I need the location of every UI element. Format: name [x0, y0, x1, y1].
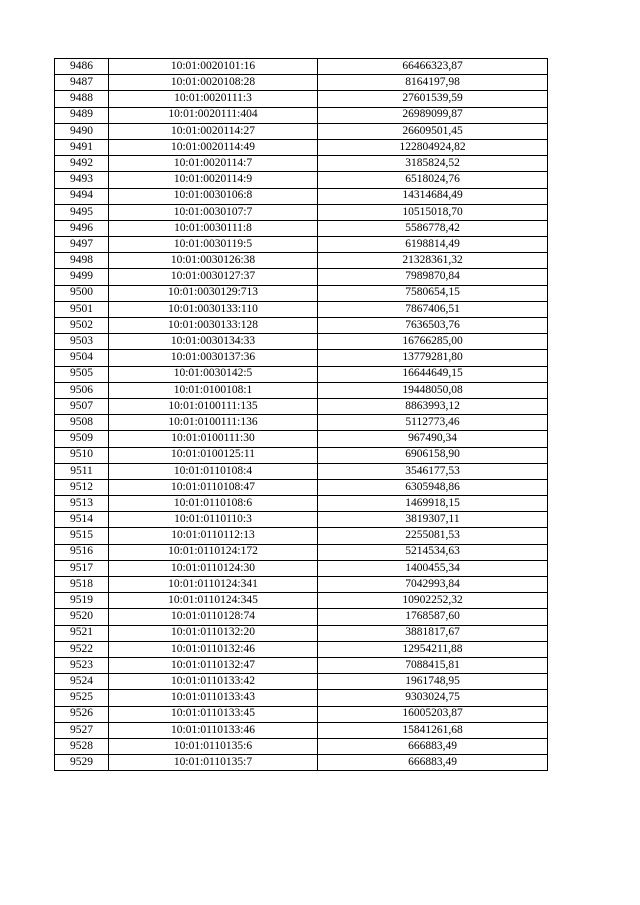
row-number-cell: 9486 — [55, 59, 109, 75]
cadastral-value-cell: 7867406,51 — [318, 301, 548, 317]
row-number-cell: 9503 — [55, 334, 109, 350]
cadastral-value-cell: 16644649,15 — [318, 366, 548, 382]
table-row — [55, 625, 548, 641]
cadastral-value-cell: 7989870,84 — [318, 269, 548, 285]
cadastral-value-cell: 7636503,76 — [318, 318, 548, 334]
row-number-cell: 9498 — [55, 253, 109, 269]
cadastral-number-cell: 10:01:0110108:6 — [109, 496, 318, 512]
table-row — [55, 107, 548, 123]
table-row — [55, 479, 548, 495]
row-number-cell: 9519 — [55, 593, 109, 609]
cadastral-value-cell: 12954211,88 — [318, 641, 548, 657]
cadastral-value-cell: 3881817,67 — [318, 625, 548, 641]
table-row — [55, 431, 548, 447]
cadastral-value-cell: 14314684,49 — [318, 188, 548, 204]
cadastral-number-cell: 10:01:0020111:3 — [109, 91, 318, 107]
cadastral-number-cell: 10:01:0110133:45 — [109, 706, 318, 722]
row-number-cell: 9497 — [55, 237, 109, 253]
table-row — [55, 593, 548, 609]
cadastral-value-cell: 10902252,32 — [318, 593, 548, 609]
table-row — [55, 738, 548, 754]
cadastral-number-cell: 10:01:0110124:341 — [109, 577, 318, 593]
table-row — [55, 674, 548, 690]
cadastral-value-cell: 2255081,53 — [318, 528, 548, 544]
row-number-cell: 9490 — [55, 123, 109, 139]
table-row — [55, 220, 548, 236]
table-row — [55, 285, 548, 301]
table-row — [55, 350, 548, 366]
table-row — [55, 415, 548, 431]
cadastral-value-cell: 5586778,42 — [318, 220, 548, 236]
cadastral-value-cell: 7580654,15 — [318, 285, 548, 301]
row-number-cell: 9510 — [55, 447, 109, 463]
row-number-cell: 9493 — [55, 172, 109, 188]
table-row — [55, 382, 548, 398]
cadastral-value-cell: 3546177,53 — [318, 463, 548, 479]
row-number-cell: 9524 — [55, 674, 109, 690]
cadastral-value-cell: 16766285,00 — [318, 334, 548, 350]
row-number-cell: 9514 — [55, 512, 109, 528]
cadastral-number-cell: 10:01:0030126:38 — [109, 253, 318, 269]
table-row — [55, 301, 548, 317]
cadastral-number-cell: 10:01:0110124:172 — [109, 544, 318, 560]
cadastral-value-cell: 6198814,49 — [318, 237, 548, 253]
cadastral-value-cell: 19448050,08 — [318, 382, 548, 398]
cadastral-value-cell: 3185824,52 — [318, 156, 548, 172]
cadastral-value-cell: 3819307,11 — [318, 512, 548, 528]
cadastral-value-cell: 27601539,59 — [318, 91, 548, 107]
table-row — [55, 237, 548, 253]
table-row — [55, 139, 548, 155]
cadastral-value-cell: 5112773,46 — [318, 415, 548, 431]
cadastral-number-cell: 10:01:0110135:7 — [109, 755, 318, 771]
cadastral-number-cell: 10:01:0030127:37 — [109, 269, 318, 285]
table-row — [55, 398, 548, 414]
cadastral-number-cell: 10:01:0110108:47 — [109, 479, 318, 495]
table-row — [55, 91, 548, 107]
table-row — [55, 123, 548, 139]
table-row — [55, 253, 548, 269]
row-number-cell: 9520 — [55, 609, 109, 625]
row-number-cell: 9500 — [55, 285, 109, 301]
cadastral-number-cell: 10:01:0030134:33 — [109, 334, 318, 350]
table-row — [55, 690, 548, 706]
cadastral-value-cell: 1400455,34 — [318, 560, 548, 576]
row-number-cell: 9507 — [55, 398, 109, 414]
cadastral-number-cell: 10:01:0020108:28 — [109, 75, 318, 91]
cadastral-value-cell: 1469918,15 — [318, 496, 548, 512]
row-number-cell: 9512 — [55, 479, 109, 495]
cadastral-number-cell: 10:01:0110124:30 — [109, 560, 318, 576]
row-number-cell: 9492 — [55, 156, 109, 172]
row-number-cell: 9529 — [55, 755, 109, 771]
table-row — [55, 334, 548, 350]
table-row — [55, 204, 548, 220]
row-number-cell: 9509 — [55, 431, 109, 447]
cadastral-number-cell: 10:01:0110112:13 — [109, 528, 318, 544]
table-row — [55, 156, 548, 172]
row-number-cell: 9504 — [55, 350, 109, 366]
cadastral-value-cell: 26609501,45 — [318, 123, 548, 139]
cadastral-value-cell: 1768587,60 — [318, 609, 548, 625]
cadastral-value-cell: 7042993,84 — [318, 577, 548, 593]
cadastral-value-cell: 8863993,12 — [318, 398, 548, 414]
table-row — [55, 528, 548, 544]
row-number-cell: 9521 — [55, 625, 109, 641]
cadastral-number-cell: 10:01:0020114:27 — [109, 123, 318, 139]
cadastral-number-cell: 10:01:0020114:9 — [109, 172, 318, 188]
cadastral-value-cell: 15841261,68 — [318, 722, 548, 738]
cadastral-value-cell: 8164197,98 — [318, 75, 548, 91]
table-row — [55, 59, 548, 75]
table-row — [55, 577, 548, 593]
cadastral-number-cell: 10:01:0110124:345 — [109, 593, 318, 609]
cadastral-number-cell: 10:01:0110108:4 — [109, 463, 318, 479]
cadastral-number-cell: 10:01:0100111:136 — [109, 415, 318, 431]
cadastral-number-cell: 10:01:0110133:46 — [109, 722, 318, 738]
cadastral-value-cell: 66466323,87 — [318, 59, 548, 75]
row-number-cell: 9494 — [55, 188, 109, 204]
cadastral-number-cell: 10:01:0030142:5 — [109, 366, 318, 382]
cadastral-value-cell: 6518024,76 — [318, 172, 548, 188]
row-number-cell: 9516 — [55, 544, 109, 560]
cadastral-number-cell: 10:01:0030129:713 — [109, 285, 318, 301]
cadastral-number-cell: 10:01:0100125:11 — [109, 447, 318, 463]
table-row — [55, 75, 548, 91]
table-row — [55, 560, 548, 576]
row-number-cell: 9489 — [55, 107, 109, 123]
cadastral-value-cell: 10515018,70 — [318, 204, 548, 220]
cadastral-number-cell: 10:01:0110128:74 — [109, 609, 318, 625]
cadastral-number-cell: 10:01:0020114:7 — [109, 156, 318, 172]
table-row — [55, 512, 548, 528]
row-number-cell: 9523 — [55, 657, 109, 673]
cadastral-number-cell: 10:01:0020101:16 — [109, 59, 318, 75]
table-row — [55, 269, 548, 285]
cadastral-number-cell: 10:01:0110133:42 — [109, 674, 318, 690]
row-number-cell: 9528 — [55, 738, 109, 754]
row-number-cell: 9488 — [55, 91, 109, 107]
table-row — [55, 496, 548, 512]
cadastral-number-cell: 10:01:0030137:36 — [109, 350, 318, 366]
cadastral-value-cell: 26989099,87 — [318, 107, 548, 123]
cadastral-value-cell: 13779281,80 — [318, 350, 548, 366]
cadastral-number-cell: 10:01:0110133:43 — [109, 690, 318, 706]
row-number-cell: 9502 — [55, 318, 109, 334]
table-row — [55, 188, 548, 204]
cadastral-number-cell: 10:01:0100108:1 — [109, 382, 318, 398]
cadastral-value-cell: 5214534,63 — [318, 544, 548, 560]
row-number-cell: 9515 — [55, 528, 109, 544]
row-number-cell: 9511 — [55, 463, 109, 479]
cadastral-value-cell: 6906158,90 — [318, 447, 548, 463]
cadastral-value-cell: 21328361,32 — [318, 253, 548, 269]
cadastral-value-cell: 122804924,82 — [318, 139, 548, 155]
table-row — [55, 318, 548, 334]
row-number-cell: 9496 — [55, 220, 109, 236]
table-row — [55, 544, 548, 560]
cadastral-number-cell: 10:01:0100111:30 — [109, 431, 318, 447]
table-row — [55, 641, 548, 657]
cadastral-number-cell: 10:01:0110110:3 — [109, 512, 318, 528]
table-row — [55, 706, 548, 722]
cadastral-value-table — [54, 58, 548, 771]
cadastral-value-cell: 6305948,86 — [318, 479, 548, 495]
cadastral-number-cell: 10:01:0020111:404 — [109, 107, 318, 123]
cadastral-number-cell: 10:01:0110132:46 — [109, 641, 318, 657]
table-row — [55, 366, 548, 382]
row-number-cell: 9487 — [55, 75, 109, 91]
cadastral-number-cell: 10:01:0100111:135 — [109, 398, 318, 414]
cadastral-number-cell: 10:01:0030133:110 — [109, 301, 318, 317]
cadastral-number-cell: 10:01:0020114:49 — [109, 139, 318, 155]
cadastral-value-cell: 1961748,95 — [318, 674, 548, 690]
cadastral-number-cell: 10:01:0030133:128 — [109, 318, 318, 334]
cadastral-number-cell: 10:01:0110132:20 — [109, 625, 318, 641]
row-number-cell: 9526 — [55, 706, 109, 722]
cadastral-value-cell: 7088415,81 — [318, 657, 548, 673]
cadastral-number-cell: 10:01:0110135:6 — [109, 738, 318, 754]
row-number-cell: 9508 — [55, 415, 109, 431]
table-row — [55, 722, 548, 738]
table-row — [55, 657, 548, 673]
cadastral-value-cell: 16005203,87 — [318, 706, 548, 722]
table-row — [55, 172, 548, 188]
row-number-cell: 9495 — [55, 204, 109, 220]
table-row — [55, 463, 548, 479]
row-number-cell: 9527 — [55, 722, 109, 738]
cadastral-number-cell: 10:01:0030107:7 — [109, 204, 318, 220]
row-number-cell: 9491 — [55, 139, 109, 155]
row-number-cell: 9501 — [55, 301, 109, 317]
row-number-cell: 9517 — [55, 560, 109, 576]
row-number-cell: 9513 — [55, 496, 109, 512]
cadastral-value-cell: 666883,49 — [318, 738, 548, 754]
row-number-cell: 9505 — [55, 366, 109, 382]
row-number-cell: 9525 — [55, 690, 109, 706]
cadastral-value-cell: 967490,34 — [318, 431, 548, 447]
table-body — [55, 59, 548, 771]
table-row — [55, 447, 548, 463]
table-row — [55, 755, 548, 771]
row-number-cell: 9506 — [55, 382, 109, 398]
row-number-cell: 9499 — [55, 269, 109, 285]
cadastral-number-cell: 10:01:0030119:5 — [109, 237, 318, 253]
cadastral-number-cell: 10:01:0030111:8 — [109, 220, 318, 236]
cadastral-number-cell: 10:01:0110132:47 — [109, 657, 318, 673]
row-number-cell: 9518 — [55, 577, 109, 593]
table-row — [55, 609, 548, 625]
cadastral-value-cell: 666883,49 — [318, 755, 548, 771]
cadastral-value-cell: 9303024,75 — [318, 690, 548, 706]
cadastral-number-cell: 10:01:0030106:8 — [109, 188, 318, 204]
row-number-cell: 9522 — [55, 641, 109, 657]
